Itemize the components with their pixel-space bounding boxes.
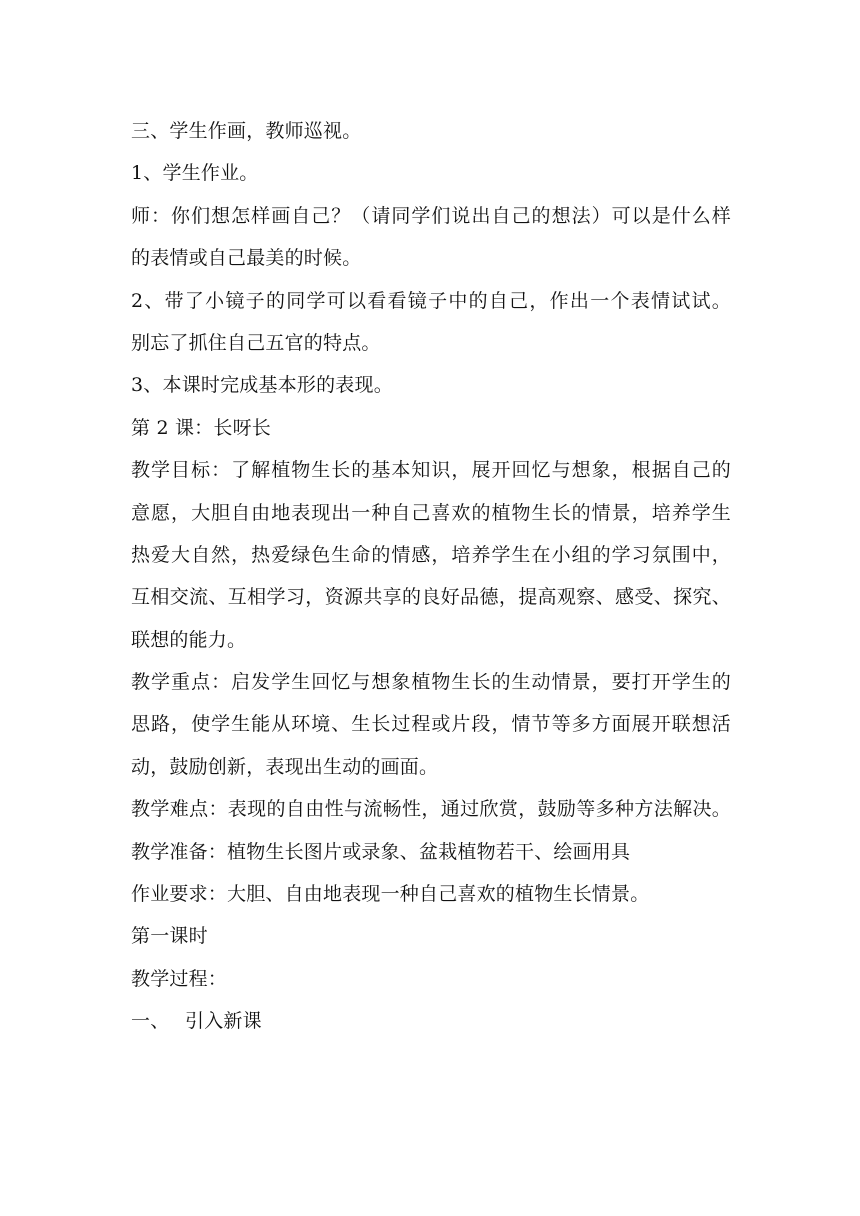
document-body [131, 110, 731, 1043]
lesson-title: 第 2 课：长呀长 [131, 416, 271, 439]
teaching-difficulty-line: 教学难点：表现的自由性与流畅性，通过欣赏，鼓励等多种方法解决。 [131, 798, 731, 821]
teaching-preparation-line: 教学准备：植物生长图片或录象、盆栽植物若干、绘画用具 [131, 840, 631, 863]
paragraph-line: 别忘了抓住自己五官的特点。 [131, 331, 381, 354]
teaching-goal-line: 联想的能力。 [131, 628, 247, 651]
teaching-goal-line: 互相交流、互相学习，资源共享的良好品德，提高观察、感受、探究、 [131, 586, 731, 609]
teaching-goal-line: 热爱大自然，热爱绿色生命的情感，培养学生在小组的学习氛围中， [131, 543, 731, 566]
teaching-goal-line: 教学目标：了解植物生长的基本知识，展开回忆与想象，根据自己的 [131, 459, 731, 482]
section-heading-intro [131, 1000, 731, 1042]
teaching-process-heading: 教学过程： [131, 967, 228, 990]
section-number: 一、 [131, 1010, 170, 1033]
paragraph-line: 3、本课时完成基本形的表现。 [131, 374, 393, 397]
homework-requirement-line: 作业要求：大胆、自由地表现一种自己喜欢的植物生长情景。 [131, 883, 650, 906]
teaching-goal-line: 意愿，大胆自由地表现出一种自己喜欢的植物生长的情景，培养学生 [131, 501, 731, 524]
teaching-focus-line: 动，鼓励创新，表现出生动的画面。 [131, 755, 439, 778]
section-heading-student-drawing: 三、学生作画，教师巡视。 [131, 120, 362, 142]
paragraph-line: 1、学生作业。 [131, 162, 259, 185]
first-period-heading: 第一课时 [131, 925, 208, 948]
paragraph-line: 的表情或自己最美的时候。 [131, 247, 362, 270]
paragraph-line: 师：你们想怎样画自己？（请同学们说出自己的想法）可以是什么样 [131, 204, 731, 227]
paragraph-line: 2、带了小镜子的同学可以看看镜子中的自己，作出一个表情试试。 [131, 289, 731, 312]
teaching-focus-line: 思路，使学生能从环境、生长过程或片段，情节等多方面展开联想活 [131, 713, 731, 736]
teaching-focus-line: 教学重点：启发学生回忆与想象植物生长的生动情景，要打开学生的 [131, 671, 731, 694]
section-title: 引入新课 [185, 1010, 262, 1033]
